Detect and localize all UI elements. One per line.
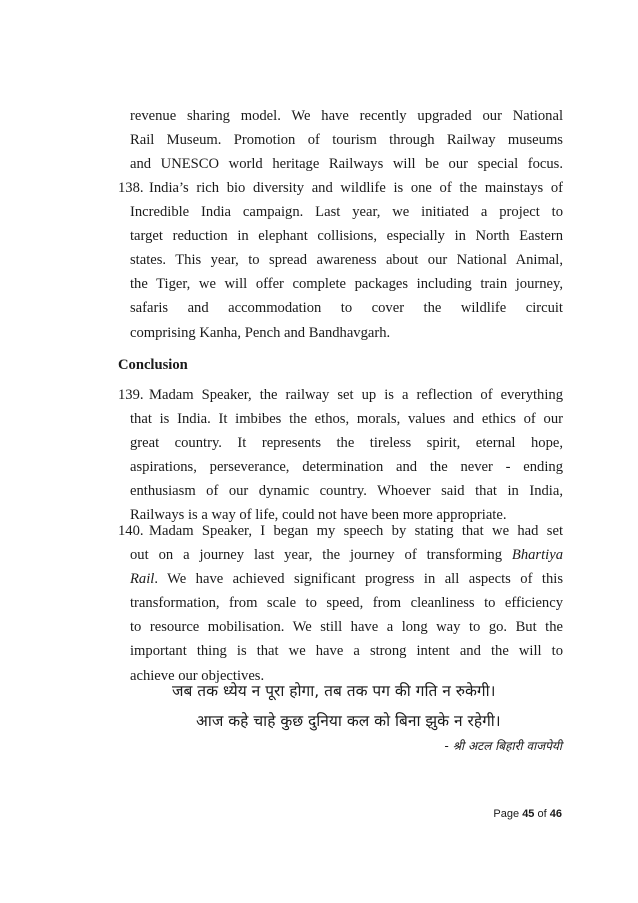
para-line: safaris and accommodation to cover the wildlife circuit <box>130 300 563 317</box>
italic-term: Rail <box>130 571 155 588</box>
para-line: states. This year, to spread awareness about our National Animal, <box>130 252 563 269</box>
para-line: comprising Kanha, Pench and Bandhavgarh. <box>130 324 391 341</box>
para-line: Rail Museum. Promotion of tourism through Railway museums <box>130 132 563 149</box>
page-number-footer <box>493 808 562 820</box>
para-line <box>118 543 563 567</box>
paragraph-139 <box>118 383 563 528</box>
para-line: important thing is that we have a strong intent and the will to <box>130 643 563 660</box>
para-line: aspirations, perseverance, determination and the never - ending <box>130 459 563 476</box>
para-line: target reduction in elephant collisions, especially in North Eastern <box>130 228 563 245</box>
current-page: 45 <box>522 808 535 820</box>
para-line: Railways is a way of life, could not have been more appropriate. <box>130 507 507 524</box>
section-heading-conclusion: Conclusion <box>118 357 188 373</box>
para-line: the Tiger, we will offer complete packages including train journey, <box>130 276 563 293</box>
paragraph-number: 140. <box>118 523 144 539</box>
para-line: that is India. It imbibes the ethos, morals, values and ethics of our <box>130 411 563 428</box>
paragraph-number: 138. <box>118 180 144 196</box>
para-line: Madam Speaker, the railway set up is a reflection of everything <box>149 387 563 403</box>
para-text: . We have achieved significant progress in all aspects of this <box>154 571 563 588</box>
para-line: revenue sharing model. We have recently upgraded our National <box>130 108 563 124</box>
italic-term: Bhartiya <box>511 547 563 564</box>
para-line <box>118 567 563 591</box>
para-line: transformation, from scale to speed, from cleanliness to efficiency <box>130 595 563 612</box>
paragraph-138 <box>118 176 563 345</box>
poem-attribution: - श्री अटल बिहारी वाजपेयी <box>444 739 562 753</box>
para-line: enthusiasm of our dynamic country. Whoever said that in India, <box>130 483 563 500</box>
para-text: out on a journey last year, the journey of transforming <box>130 547 512 564</box>
para-line: achieve our objectives. <box>130 667 265 684</box>
poem-line-1: जब तक ध्येय न पूरा होगा, तब तक पग की गति न रुकेगी। <box>172 682 496 700</box>
paragraph-number: 139. <box>118 387 144 403</box>
paragraph-137-continuation <box>118 104 563 176</box>
poem-line-2: आज कहे चाहे कुछ दुनिया कल को बिना झुके न रहेगी। <box>196 712 501 730</box>
para-line: to resource mobilisation. We still have a long way to go. But the <box>130 619 563 636</box>
para-line: India’s rich bio diversity and wildlife is one of the mainstays of <box>149 180 563 196</box>
para-line: Madam Speaker, I began my speech by stating that we had set <box>149 523 563 539</box>
page-label: Page <box>493 808 520 820</box>
para-line: Incredible India campaign. Last year, we initiated a project to <box>130 204 563 221</box>
of-label: of <box>537 808 547 820</box>
paragraph-140 <box>118 519 563 688</box>
para-line: great country. It represents the tireless spirit, eternal hope, <box>130 435 563 452</box>
total-pages: 46 <box>549 808 562 820</box>
para-line: and UNESCO world heritage Railways will be our special focus. <box>130 156 563 173</box>
